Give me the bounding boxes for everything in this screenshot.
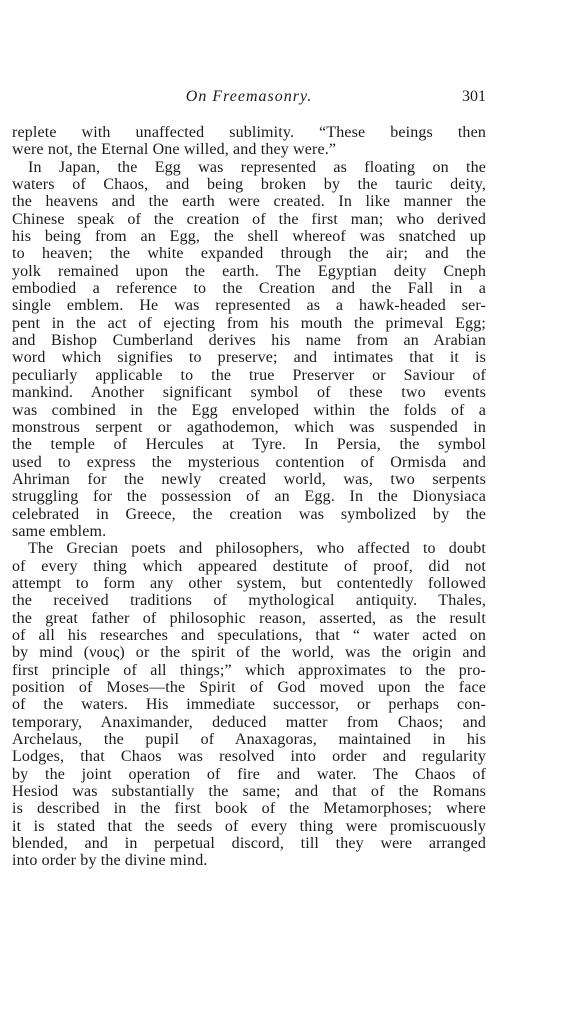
running-head: On Freemasonry.	[185, 88, 313, 105]
text-line: is described in the first book of the Metamorphoses; where	[12, 800, 486, 818]
text-line: pent in the act of ejecting from his mouth the primeval Egg;	[12, 314, 486, 332]
text-line: blended, and in perpetual discord, till they were arranged	[12, 835, 486, 853]
text-line: his being from an Egg, the shell whereof was snatched up	[12, 228, 486, 246]
text-line: word which signifies to preserve; and intimates that it is	[12, 349, 486, 367]
text-line: Hesiod was substantially the same; and that of the Romans	[12, 783, 486, 801]
text-line: the heavens and the earth were created. In like manner the	[12, 193, 486, 211]
text-line: monstrous serpent or agathodemon, which was suspended in	[12, 418, 486, 436]
text-line: first principle of all things;” which approximates to the pro-	[12, 661, 486, 679]
text-line: same emblem.	[12, 522, 107, 540]
page-number: 301	[462, 88, 486, 105]
text-line: by mind (νους) or the spirit of the world, was the origin and	[12, 644, 486, 662]
text-line: was combined in the Egg enveloped within the folds of a	[12, 401, 486, 419]
text-line: the temple of Hercules at Tyre. In Persia, the symbol	[12, 436, 486, 454]
text-line: The Grecian poets and philosophers, who affected to doubt	[28, 540, 486, 558]
text-line: were not, the Eternal One willed, and they were.”	[12, 141, 337, 159]
text-line: Chinese speak of the creation of the first man; who derived	[12, 210, 486, 228]
text-line: temporary, Anaximander, deduced matter from Chaos; and	[12, 713, 486, 731]
text-line: In Japan, the Egg was represented as floating on the	[28, 158, 486, 176]
text-line: the great father of philosophic reason, asserted, as the result	[12, 609, 486, 627]
text-line: Archelaus, the pupil of Anaxagoras, maintained in his	[12, 731, 486, 749]
body-text	[12, 124, 486, 870]
text-line: single emblem. He was represented as a hawk-headed ser-	[12, 297, 486, 315]
text-line: position of Moses—the Spirit of God moved upon the face	[12, 679, 486, 696]
text-line: the received traditions of mythological antiquity. Thales,	[12, 592, 486, 610]
text-line: Ahriman for the newly created world, was, two serpents	[12, 470, 486, 488]
text-line: Lodges, that Chaos was resolved into order and regularity	[12, 748, 486, 766]
text-line: and Bishop Cumberland derives his name from an Arabian	[12, 332, 486, 350]
page-header	[12, 86, 486, 108]
text-line: peculiarly applicable to the true Preserver or Saviour of	[12, 366, 486, 384]
text-line: yolk remained upon the earth. The Egyptian deity Cneph	[12, 262, 486, 280]
text-line: of all his researches and speculations, that “ water acted on	[12, 626, 486, 644]
text-line: waters of Chaos, and being broken by the tauric deity,	[12, 176, 486, 194]
text-line: into order by the divine mind.	[12, 852, 208, 870]
text-line: of the waters. His immediate successor, or perhaps con-	[12, 696, 486, 714]
paragraph	[12, 159, 486, 541]
text-line: mankind. Another significant symbol of these two events	[12, 384, 486, 402]
text-line: by the joint operation of fire and water. The Chaos of	[12, 765, 486, 783]
text-line: attempt to form any other system, but contentedly followed	[12, 574, 486, 592]
text-line: celebrated in Greece, the creation was symbolized by the	[12, 505, 486, 523]
text-line: embodied a reference to the Creation and the Fall in a	[12, 280, 486, 298]
text-line: to heaven; the white expanded through the air; and the	[12, 245, 486, 263]
text-line: struggling for the possession of an Egg. In the Dionysiaca	[12, 488, 486, 506]
paragraph	[12, 124, 486, 159]
text-line: used to express the mysterious contention of Ormisda and	[12, 453, 486, 471]
text-line: replete with unaffected sublimity. “These beings then	[12, 124, 486, 141]
text-line: it is stated that the seeds of every thing were promiscuously	[12, 817, 486, 835]
paragraph	[12, 540, 486, 870]
text-line: of every thing which appeared destitute of proof, did not	[12, 557, 486, 575]
